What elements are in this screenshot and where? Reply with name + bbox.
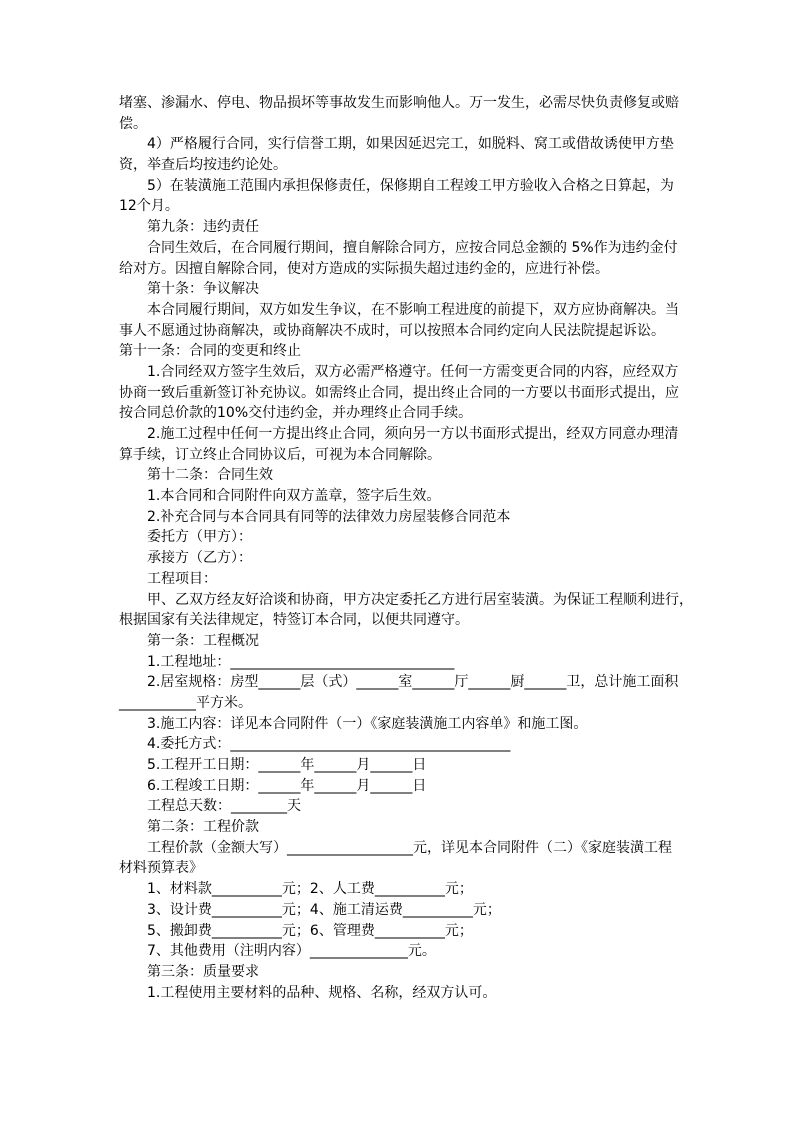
text-line: 工程价款（金额大写）__________________元，详见本合同附件（二）《家庭装潢工程 [147, 839, 672, 856]
text-line: 4）严格履行合同，实行信誉工期，如果因延迟完工，如脱料、窝工或借故诱使甲方垫 [147, 136, 674, 153]
text-line: 6.工程竣工日期：______年______月______日 [147, 777, 427, 794]
text-line: 根据国家有关法律规定，特签订本合同，以便共同遵守。 [119, 612, 469, 629]
text-line: 1.工程地址：________________________________ [147, 653, 455, 670]
text-line: 第九条：违约责任 [147, 219, 259, 236]
text-line: 合同生效后，在合同履行期间，擅自解除合同方，应按合同总金额的 5%作为违约金付 [147, 239, 678, 256]
text-line: 2.居室规格：房型______层（式）______室______厅______厨______卫，总计施工面积 [147, 674, 679, 691]
text-line: 5.工程开工日期：______年______月______日 [147, 757, 427, 773]
text-line: 堵塞、渗漏水、停电、物品损坏等事故发生而影响他人。万一发生，必需尽快负责修复或赔 [119, 95, 679, 111]
text-line: 按合同总价款的10%交付违约金，并办理终止合同手续。 [119, 405, 473, 422]
text-line: 事人不愿通过协商解决，或协商解决不成时，可以按照本合同约定向人民法院提起诉讼。 [119, 322, 665, 339]
text-line: 第二条：工程价款 [147, 819, 259, 836]
text-line: 资，举查后均按违约论处。 [119, 157, 287, 174]
text-line: 甲、乙双方经友好洽谈和协商，甲方决定委托乙方进行居室装潢。为保证工程顺利进行， [147, 591, 693, 608]
text-line: 5、搬卸费__________元；6、管理费__________元； [147, 922, 473, 939]
text-line: 第十条：争议解决 [147, 281, 259, 298]
text-line: 第十一条：合同的变更和终止 [119, 343, 301, 360]
text-line: 3、设计费__________元；4、施工清运费__________元； [147, 901, 501, 918]
text-line: ___________平方米。 [119, 694, 252, 711]
text-line: 委托方（甲方）： [147, 529, 252, 546]
text-line: 工程总天数：________天 [147, 798, 301, 815]
text-line: 4.委托方式：________________________________________ [147, 736, 511, 753]
text-line: 1.工程使用主要材料的品种、规格、名称，经双方认可。 [147, 984, 497, 1001]
text-line: 2.补充合同与本合同具有同等的法律效力房屋装修合同范本 [147, 508, 511, 525]
text-line: 1.合同经双方签字生效后，双方必需严格遵守。任何一方需变更合同的内容，应经双方 [147, 363, 679, 380]
text-line: 2.施工过程中任何一方提出终止合同，须向另一方以书面形式提出，经双方同意办理清 [147, 426, 679, 442]
text-line: 12个月。 [119, 198, 179, 215]
text-line: 本合同履行期间，双方如发生争议，在不影响工程进度的前提下，双方应协商解决。当 [147, 301, 679, 318]
text-line: 给对方。因擅自解除合同，使对方造成的实际损失超过违约金的，应进行补偿。 [119, 260, 609, 277]
text-line: 5）在装潢施工范围内承担保修责任，保修期自工程竣工甲方验收入合格之日算起，为 [147, 177, 674, 194]
text-line: 工程项目： [147, 570, 217, 587]
text-line: 7、其他费用（注明内容）______________元。 [147, 943, 436, 960]
text-line: 承接方（乙方）： [147, 550, 252, 567]
text-line: 3.施工内容：详见本合同附件（一）《家庭装潢施工内容单》和施工图。 [147, 715, 588, 732]
text-line: 协商一致后重新签订补充协议。如需终止合同，提出终止合同的一方要以书面形式提出，应 [119, 384, 679, 401]
text-line: 偿。 [119, 115, 147, 132]
text-line: 1.本合同和合同附件向双方盖章，签字后生效。 [147, 488, 441, 505]
text-line: 第十二条：合同生效 [147, 467, 273, 484]
text-line: 材料预算表》 [119, 860, 203, 877]
text-line: 1、材料款__________元；2、人工费__________元； [147, 881, 473, 898]
text-line: 第一条：工程概况 [147, 632, 259, 649]
text-line: 第三条：质量要求 [147, 963, 259, 980]
text-line: 算手续，订立终止合同协议后，可视为本合同解除。 [119, 446, 441, 463]
